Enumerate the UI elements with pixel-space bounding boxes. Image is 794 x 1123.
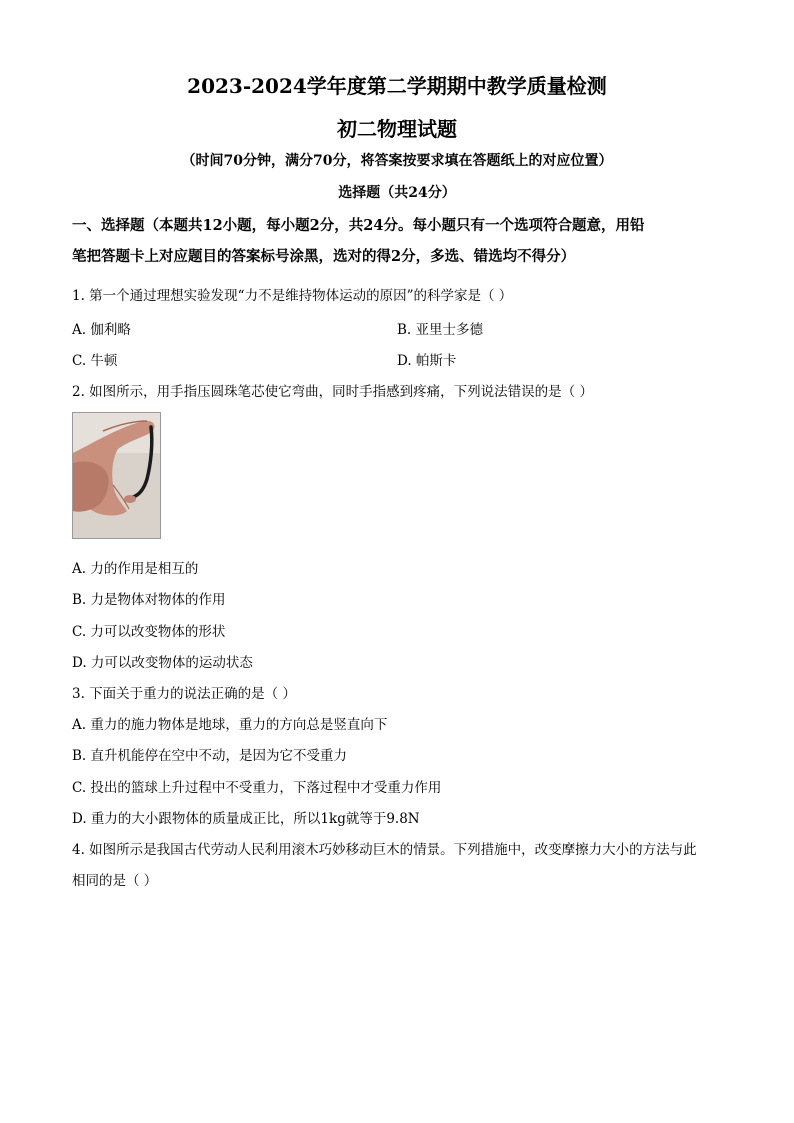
question-4-stem-line1: 4. 如图所示是我国古代劳动人民利用滚木巧妙移动巨木的情景。下列措施中，改变摩擦力大小的方法与此 [72,842,697,858]
question-2-stem: 2. 如图所示，用手指压圆珠笔芯使它弯曲，同时手指感到疼痛，下列说法错误的是（ ） [72,384,593,400]
question-3-stem: 3. 下面关于重力的说法正确的是（ ） [72,686,296,702]
question-3-option-a: A. 重力的施力物体是地球，重力的方向总是竖直向下 [72,717,388,733]
question-2-option-d: D. 力可以改变物体的运动状态 [72,655,253,671]
question-2-option-b: B. 力是物体对物体的作用 [72,592,226,608]
question-1-option-a: A. 伽利略 [72,322,131,338]
question-1-stem: 1. 第一个通过理想实验发现“力不是维持物体运动的原因”的科学家是（ ） [72,288,513,304]
exam-note: （时间70分钟，满分70分，将答案按要求填在答题纸上的对应位置） [181,153,613,169]
question-2-option-c: C. 力可以改变物体的形状 [72,624,226,640]
section-instruction-line2: 笔把答题卡上对应题目的答案标号涂黑，选对的得2分，多选、错选均不得分） [72,248,576,265]
question-1-option-b: B. 亚里士多德 [397,322,484,338]
question-1-option-d: D. 帕斯卡 [397,353,457,369]
question-2-option-a: A. 力的作用是相互的 [72,561,199,577]
section-instruction-line1: 一、选择题（本题共12小题，每小题2分，共24分。每小题只有一个选项符合题意，用铅 [72,217,645,234]
exam-subtitle: 初二物理试题 [337,117,457,141]
exam-title: 2023-2024学年度第二学期期中教学质量检测 [187,74,607,98]
part-heading: 选择题（共24分） [338,185,456,201]
finger-pen-photo [72,412,161,539]
question-3-option-c: C. 投出的篮球上升过程中不受重力，下落过程中才受重力作用 [72,780,442,796]
question-1-option-c: C. 牛顿 [72,353,118,369]
question-3-option-d: D. 重力的大小跟物体的质量成正比，所以1kg就等于9.8N [72,811,420,827]
question-3-option-b: B. 直升机能停在空中不动，是因为它不受重力 [72,748,348,764]
question-4-stem-line2: 相同的是（ ） [72,873,158,889]
finger-pressing-pen-illustration [73,413,160,538]
